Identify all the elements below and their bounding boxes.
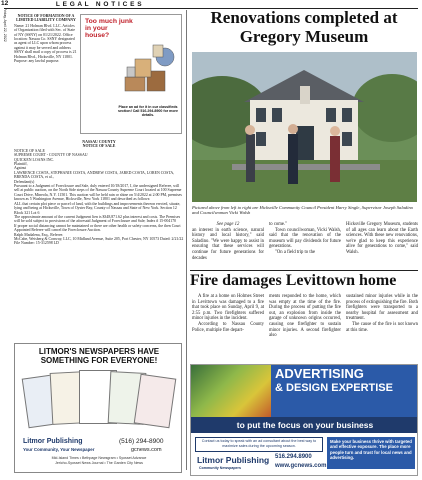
article2-col1-p1: According to Nassau County Police, multiple fire depart- [192,321,264,333]
notice-sale-p6: Defendant(s) [14,179,35,184]
banner-contact-box [195,437,323,452]
notice-sale-p12: McCabe, Weisberg & Conway, LLC, 10 Midland Avenue, Suite 205, Port Chester, NY 10573 Dated: 2/21/22 File Number: 15-312598 LD [14,236,184,246]
article1-col3 [346,222,418,256]
notice-formation-title: NOTICE OF FORMATION OF A LIMITED LIABILITY COMPANY [16,14,76,23]
notice-sale-p9: The approximate amount of the current Judgment lien is $348,871.62 plus interest and costs. The Premises will be sold subject to provisions of the aforesaid Judgment of Foreclosure and Sale; Index # 15-004170 [14,214,181,224]
litmor-ad [14,343,182,473]
side-date: Friday, April 22, 2022 [3,8,7,42]
notice-sale-p3: Plaintiff, [14,162,28,167]
notice-sale-title: NOTICE OF SALE [82,144,116,149]
notice-formation-body: Name: 21 Holman Blvd. LLC. Articles of Organization filed with Sec. of State of NY (SSNY) on 01/21/2022. Office location: Nassau Co. SSNY designated as agent of LLC upon whom process against it may be served and address SSNY shall mail a copy of process is 21 Holman Blvd., Hicksville, NY 11801. Purpose: any lawful purpose. [14,23,77,64]
notice-sale-p4: Against [14,166,27,171]
legal-notices-title: L E G A L N O T I C E S [55,1,143,8]
litmor-ad-brand: Litmor Publishing [23,438,83,445]
article2-col2-p0: ments responded to the home, which was empty at the time of the fire. During the process of putting the fire out, an explosion from inside the garage of unknown origins occurred, causing one firefighter to sustain minor injuries. A second firefighter also [269,294,341,339]
banner-contact: Contact us today to speak with an ad consultant about the best way to maximize sales during the upcoming season. [201,439,317,448]
junk-ad [80,14,182,134]
notice-sale-county: NASSAU COUNTY [82,140,116,144]
banner-box-text: Make your business thrive with targeted and effective exposure. The place more people turn and trust for local news and advertising. [330,439,412,461]
litmor-ad-phone: (516) 294-8900 [119,438,164,445]
museum-photo-illustration [192,52,417,202]
junk-ad-sub: Place an ad for it in our classifieds section! Call 516.294.8900 for more details. [118,105,178,118]
notice-sale-p10: If proper social distancing cannot be maintained or there are other health or safety concerns, the then Court Appointed Referee will cancel the Foreclosure Auction. [14,223,181,233]
legal-divider [186,10,187,470]
junk-ad-headline: Too much junk in your house? [85,18,133,40]
article2-col3 [346,294,418,333]
junk-pile-illustration [121,37,181,99]
newspaper-stack-illustration [21,370,177,430]
litmor-ad-tagline: Your Community, Your Newspaper [23,447,95,452]
article2-col3-p1: The cause of the fire is not known at this time. [346,321,418,333]
notice-sale-p1: SUPREME COURT - COUNTY OF NASSAU [14,153,88,158]
banner-brand-sub: Community Newspapers [199,466,241,470]
article-divider [190,270,418,271]
litmor-ad-papers: Mid-Island Times • Bethpage Newsgram • Syosset Advance Jericho-Syosset News Journal • The Garden City News [51,456,147,465]
article1-col2-p0: to come." [269,222,288,227]
notice-sale [14,140,184,246]
article1-col1-text: an interest in earth science, natural history and local history," said Saladino. "We were happy to assist in ensuring that these services will continue for future generations for decades [192,227,264,261]
banner-subhead-block [191,417,418,433]
banner-headline2: & DESIGN EXPERTISE [275,382,393,394]
banner-brand: Litmor Publishing [197,455,270,465]
banner-box [327,437,415,469]
notice-sale-p7: Pursuant to a Judgment of Foreclosure and Sale, duly entered 10/18/2017, I, the undersigned Referee, will sell at public auction, on the North Side steps of the Nassau County Supreme Court located at 100 Supreme Court Drive, Mineola, N.Y. 11501. This auction will be held rain or shine on 5/4/2022 at 2:00 PM, premises known as 5 Washington Avenue, Hicksville, New York 11801 and described as follows: [14,184,182,202]
article1-caption: Pictured above from left to right are Hicksville Community Council President Harry Single, Supervisor Joseph Saladino and Councilwoman Vicki Walsh [192,205,414,216]
article1-col2 [269,222,341,256]
advertising-banner [190,364,418,476]
article1-col2-p2: "On a field trip to the [275,249,316,255]
article2-headline: Fire damages Levittown home [190,272,397,289]
banner-headline-block [271,365,418,417]
museum-photo [192,52,417,202]
litmor-ad-web: gcnews.com [131,447,162,453]
notice-sale-p11: Ralph Madalena, Esq., Referee. [14,232,64,237]
article1-headline: Renovations completed at Gregory Museum [210,8,398,46]
banner-phone: 516.294.8900 [275,454,312,460]
article1-see-page: See page 12 [216,222,240,227]
notice-sale-p0: NOTICE OF SALE [14,148,45,153]
notice-formation [14,14,78,63]
notice-sale-p2: QUICKEN LOANS INC. [14,157,55,162]
article2-col2 [269,294,341,339]
article1-col1 [192,222,264,261]
article1-col2-p1: Town councilwoman, Vicki Walsh, said that the renovation of the museum will pay dividends for future generations. [269,227,341,250]
banner-web: www.gcnews.com [275,463,327,469]
page-number: 12 [1,0,9,7]
article1-col3-text: Hicksville Gregory Museum, students of all ages can learn about the Earth sciences. With these new renovations, we're glad to keep this experience alive for generations to come," said Walsh. [346,222,418,255]
notice-sale-p8: ALL that certain plot piece or parcel of land, with the buildings and improvements thereon erected, situate, lying and being at Hicksville, Town of Oyster Bay, County of Nassau and State of New York. Section 12 Block 321 Lot 6 [14,201,181,215]
article2-col1 [192,294,264,333]
litmor-ad-headline: LITMOR'S NEWSPAPERS HAVE SOMETHING FOR EVERYONE! [38,347,160,366]
banner-headline1: ADVERTISING [275,366,364,381]
notice-sale-p5: LAWRENCE COSTA, STEPHANIE COSTA, ANDREW COSTA, JARED COSTA, LOREN COSTA, BRENDA COSTA, et al., [14,170,175,180]
banner-subhead: to put the focus on your business [236,420,374,430]
article2-col3-p0: sustained minor injuries while in the process of extinguishing the fire. Both firefighters were transported to a nearby hospital for assessment and treatment. [346,294,418,322]
banner-image [191,365,271,417]
article2-col1-p0: A fire at a home on Holmes Street in Levittown was damaged to a fire that took place on Sunday, April 9, at 2:55 p.m. Two firefighters suffered minor injuries in the incident. [192,294,264,322]
